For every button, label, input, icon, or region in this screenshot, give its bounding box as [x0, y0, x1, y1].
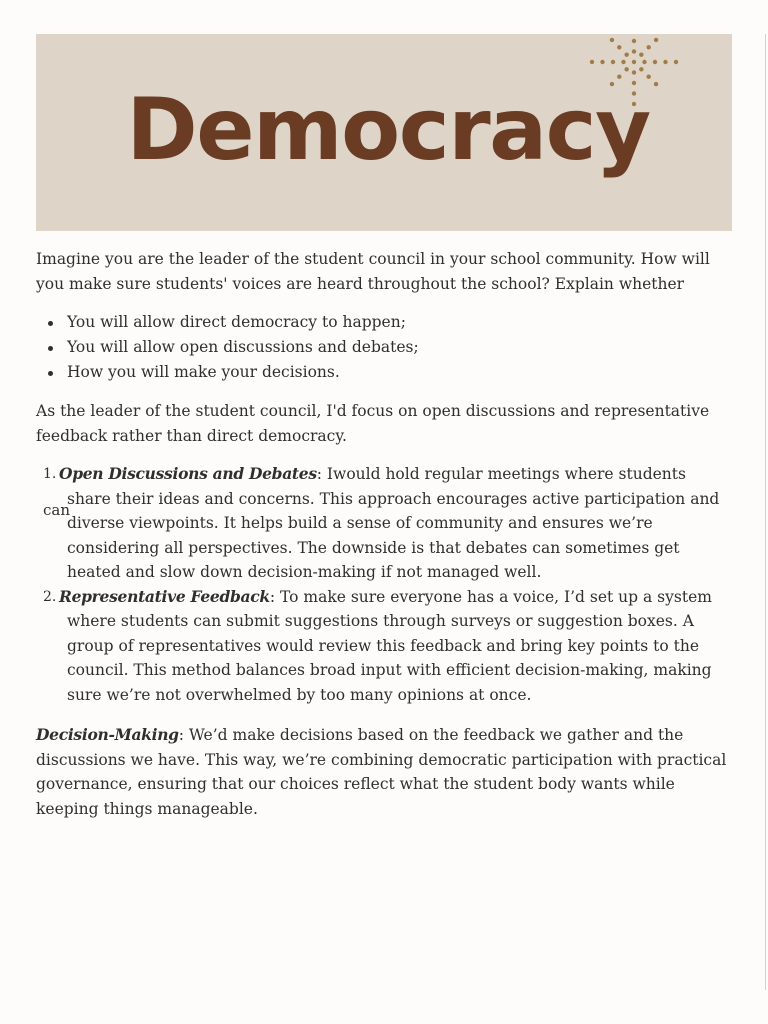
point-text: : To make sure everyone has a voice, I’d set up a system where students can submit suggestions through surveys or suggestion boxes. A group of representatives would review this feedback and bring key points to the council. This method balances broad input with efficient decision-making, making sure we’re not overwhelmed by too many opinions at once. — [67, 587, 712, 704]
bullet-text: How you will make your decisions. — [67, 363, 340, 381]
point-term: Open Discussions and Debates — [59, 464, 317, 483]
stray-word: can — [43, 501, 71, 519]
header-banner — [36, 34, 732, 231]
list-item — [36, 360, 732, 385]
point-text: : Iwould hold regular meetings where students share their ideas and concerns. This approach encourages active participation and diverse viewpoints. It helps build a sense of community and ensures we’re considering all perspectives. The downside is that debates can sometimes get heated and slow down decision-making if not managed well. — [67, 465, 720, 581]
list-number: 1. — [43, 466, 57, 482]
page-edge-rule — [765, 34, 766, 990]
prompt-paragraph: Imagine you are the leader of the student council in your school community. How will you make sure students' voices are heard throughout the school? Explain whether — [36, 250, 710, 293]
list-item — [36, 462, 732, 585]
conclusion-term: Decision-Making — [36, 725, 179, 744]
answer-intro-paragraph: As the leader of the student council, I'd focus on open discussions and representative feedback rather than direct democracy. — [36, 402, 710, 445]
bullet-text: You will allow direct democracy to happen; — [67, 313, 406, 331]
bullet-icon — [48, 346, 53, 351]
list-number: 2. — [43, 588, 57, 605]
list-item — [36, 335, 732, 360]
prompt-bullet-list — [36, 310, 732, 385]
bullet-icon — [48, 321, 53, 326]
point-term: Representative Feedback — [59, 586, 270, 606]
page-title: Democracy — [126, 80, 650, 180]
list-item — [36, 585, 732, 708]
conclusion-text: : We’d make decisions based on the feedback we gather and the discussions we have. This way, we’re combining democratic participation with practical governance, ensuring that our choices reflect what the student body wants while keeping things manageable. — [36, 726, 727, 818]
list-item — [36, 310, 732, 335]
answer-numbered-list — [36, 462, 732, 707]
document-body — [36, 247, 732, 821]
bullet-text: You will allow open discussions and debates; — [67, 338, 419, 356]
bullet-icon — [48, 371, 53, 376]
conclusion-paragraph — [36, 723, 732, 821]
